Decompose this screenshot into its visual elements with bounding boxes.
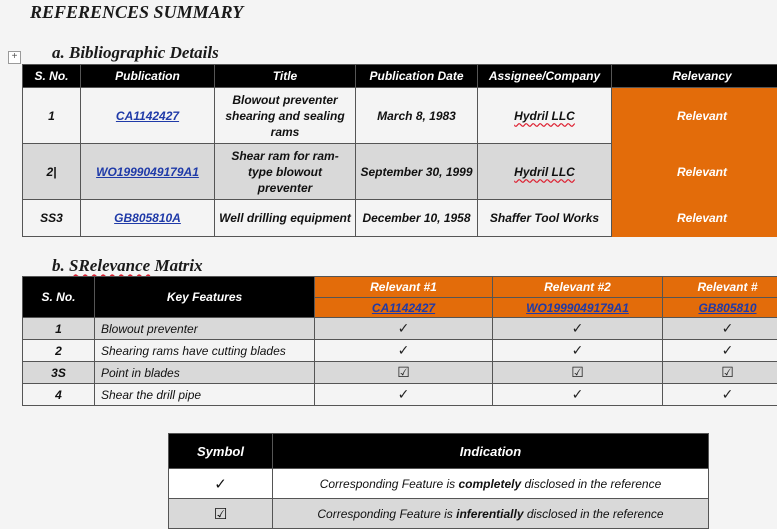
sno-cell: 3S xyxy=(23,362,95,384)
checkmark-icon: ✓ xyxy=(722,386,734,402)
sno-cell: 1 xyxy=(23,318,95,340)
title-cell: Shear ram for ram-type blowout preventer xyxy=(215,144,356,200)
col-header-publication: Publication xyxy=(81,65,215,88)
table-row xyxy=(169,499,709,529)
relevance-matrix-table xyxy=(22,276,777,406)
checkmark-icon: ✓ xyxy=(572,342,584,358)
col-header-sno: S. No. xyxy=(23,65,81,88)
checkmark-icon: ✓ xyxy=(722,342,734,358)
section-b-marker: b. xyxy=(52,256,65,275)
indication-emphasis: completely xyxy=(458,477,521,491)
col-header-sno: S. No. xyxy=(23,277,95,318)
sno-cell: 2| xyxy=(23,144,81,200)
section-b-title-prefix: S xyxy=(69,256,78,275)
mark-cell xyxy=(315,340,493,362)
relevancy-cell: Relevant xyxy=(612,144,777,200)
mark-cell xyxy=(493,340,663,362)
checkmark-icon: ✓ xyxy=(722,320,734,336)
checkmark-icon: ✓ xyxy=(398,342,410,358)
publication-link[interactable]: GB805810A xyxy=(81,200,215,237)
col-header-relevant-2: Relevant #2 xyxy=(493,277,663,298)
col-header-relevant-1: Relevant #1 xyxy=(315,277,493,298)
assignee-name: Hydril LLC xyxy=(514,109,575,123)
col-header-key-features: Key Features xyxy=(95,277,315,318)
checkmark-icon: ✓ xyxy=(572,386,584,402)
section-b-title-main xyxy=(69,256,150,275)
indication-text: Corresponding Feature is xyxy=(317,507,456,521)
col-header-relevant-3: Relevant # xyxy=(663,277,777,298)
publication-link[interactable]: WO1999049179A1 xyxy=(81,144,215,200)
bibliographic-details-table xyxy=(22,64,777,237)
feature-cell: Shear the drill pipe xyxy=(95,384,315,406)
indication-cell xyxy=(273,499,709,529)
symbol-legend-table xyxy=(168,433,709,529)
sno-cell: 1 xyxy=(23,88,81,144)
table-row xyxy=(23,88,777,144)
assignee-cell xyxy=(478,144,612,200)
section-a-title: Bibliographic Details xyxy=(69,43,219,62)
biblio-header-row xyxy=(23,65,777,88)
table-row xyxy=(23,318,777,340)
checkmark-icon: ✓ xyxy=(398,386,410,402)
section-b-heading xyxy=(52,256,203,276)
assignee-name: Hydril LLC xyxy=(514,165,575,179)
sno-cell: 4 xyxy=(23,384,95,406)
col-header-date: Publication Date xyxy=(356,65,478,88)
col-header-relevancy: Relevancy xyxy=(612,65,777,88)
matrix-pub-cell xyxy=(493,298,663,318)
table-row xyxy=(23,362,777,384)
title-cell: Blowout preventer shearing and sealing rams xyxy=(215,88,356,144)
checkbox-check-icon: ☑ xyxy=(721,364,734,380)
section-b-title-word: Relevance xyxy=(78,256,150,275)
table-move-handle-icon[interactable]: + xyxy=(8,51,21,64)
date-cell: December 10, 1958 xyxy=(356,200,478,237)
table-row xyxy=(23,384,777,406)
mark-cell xyxy=(663,362,777,384)
title-cell: Well drilling equipment xyxy=(215,200,356,237)
section-a-marker: a. xyxy=(52,43,65,62)
col-header-indication: Indication xyxy=(273,434,709,469)
publication-link[interactable]: CA1142427 xyxy=(372,301,435,315)
feature-cell: Shearing rams have cutting blades xyxy=(95,340,315,362)
mark-cell xyxy=(663,318,777,340)
checkmark-icon: ✓ xyxy=(169,469,273,499)
table-row xyxy=(23,144,777,200)
matrix-pub-cell xyxy=(663,298,777,318)
sno-cell: SS3 xyxy=(23,200,81,237)
indication-cell xyxy=(273,469,709,499)
sno-cell: 2 xyxy=(23,340,95,362)
col-header-assignee: Assignee/Company xyxy=(478,65,612,88)
mark-cell xyxy=(315,384,493,406)
publication-link[interactable]: WO1999049179A1 xyxy=(526,301,629,315)
table-row xyxy=(23,200,777,237)
mark-cell xyxy=(493,318,663,340)
mark-cell xyxy=(663,340,777,362)
publication-link[interactable]: CA1142427 xyxy=(81,88,215,144)
publication-link[interactable]: GB805810 xyxy=(698,301,756,315)
mark-cell xyxy=(493,362,663,384)
mark-cell xyxy=(663,384,777,406)
section-b-title-rest: Matrix xyxy=(150,256,202,275)
checkbox-check-icon: ☑ xyxy=(571,364,584,380)
feature-cell: Blowout preventer xyxy=(95,318,315,340)
checkbox-check-icon: ☑ xyxy=(169,499,273,529)
indication-emphasis: inferentially xyxy=(456,507,523,521)
checkmark-icon: ✓ xyxy=(572,320,584,336)
indication-text: disclosed in the reference xyxy=(524,507,664,521)
relevancy-cell: Relevant xyxy=(612,88,777,144)
legend-header-row xyxy=(169,434,709,469)
col-header-title: Title xyxy=(215,65,356,88)
assignee-cell: Shaffer Tool Works xyxy=(478,200,612,237)
relevancy-cell: Relevant xyxy=(612,200,777,237)
col-header-symbol: Symbol xyxy=(169,434,273,469)
date-cell: March 8, 1983 xyxy=(356,88,478,144)
indication-text: Corresponding Feature is xyxy=(320,477,459,491)
page-title: REFERENCES SUMMARY xyxy=(30,2,243,23)
checkbox-check-icon: ☑ xyxy=(397,364,410,380)
mark-cell xyxy=(493,384,663,406)
mark-cell xyxy=(315,318,493,340)
table-row xyxy=(169,469,709,499)
indication-text: disclosed in the reference xyxy=(521,477,661,491)
mark-cell xyxy=(315,362,493,384)
matrix-pub-cell xyxy=(315,298,493,318)
assignee-cell xyxy=(478,88,612,144)
date-cell: September 30, 1999 xyxy=(356,144,478,200)
matrix-header-row xyxy=(23,277,777,298)
table-row xyxy=(23,340,777,362)
feature-cell: Point in blades xyxy=(95,362,315,384)
checkmark-icon: ✓ xyxy=(398,320,410,336)
section-a-heading xyxy=(52,43,219,63)
